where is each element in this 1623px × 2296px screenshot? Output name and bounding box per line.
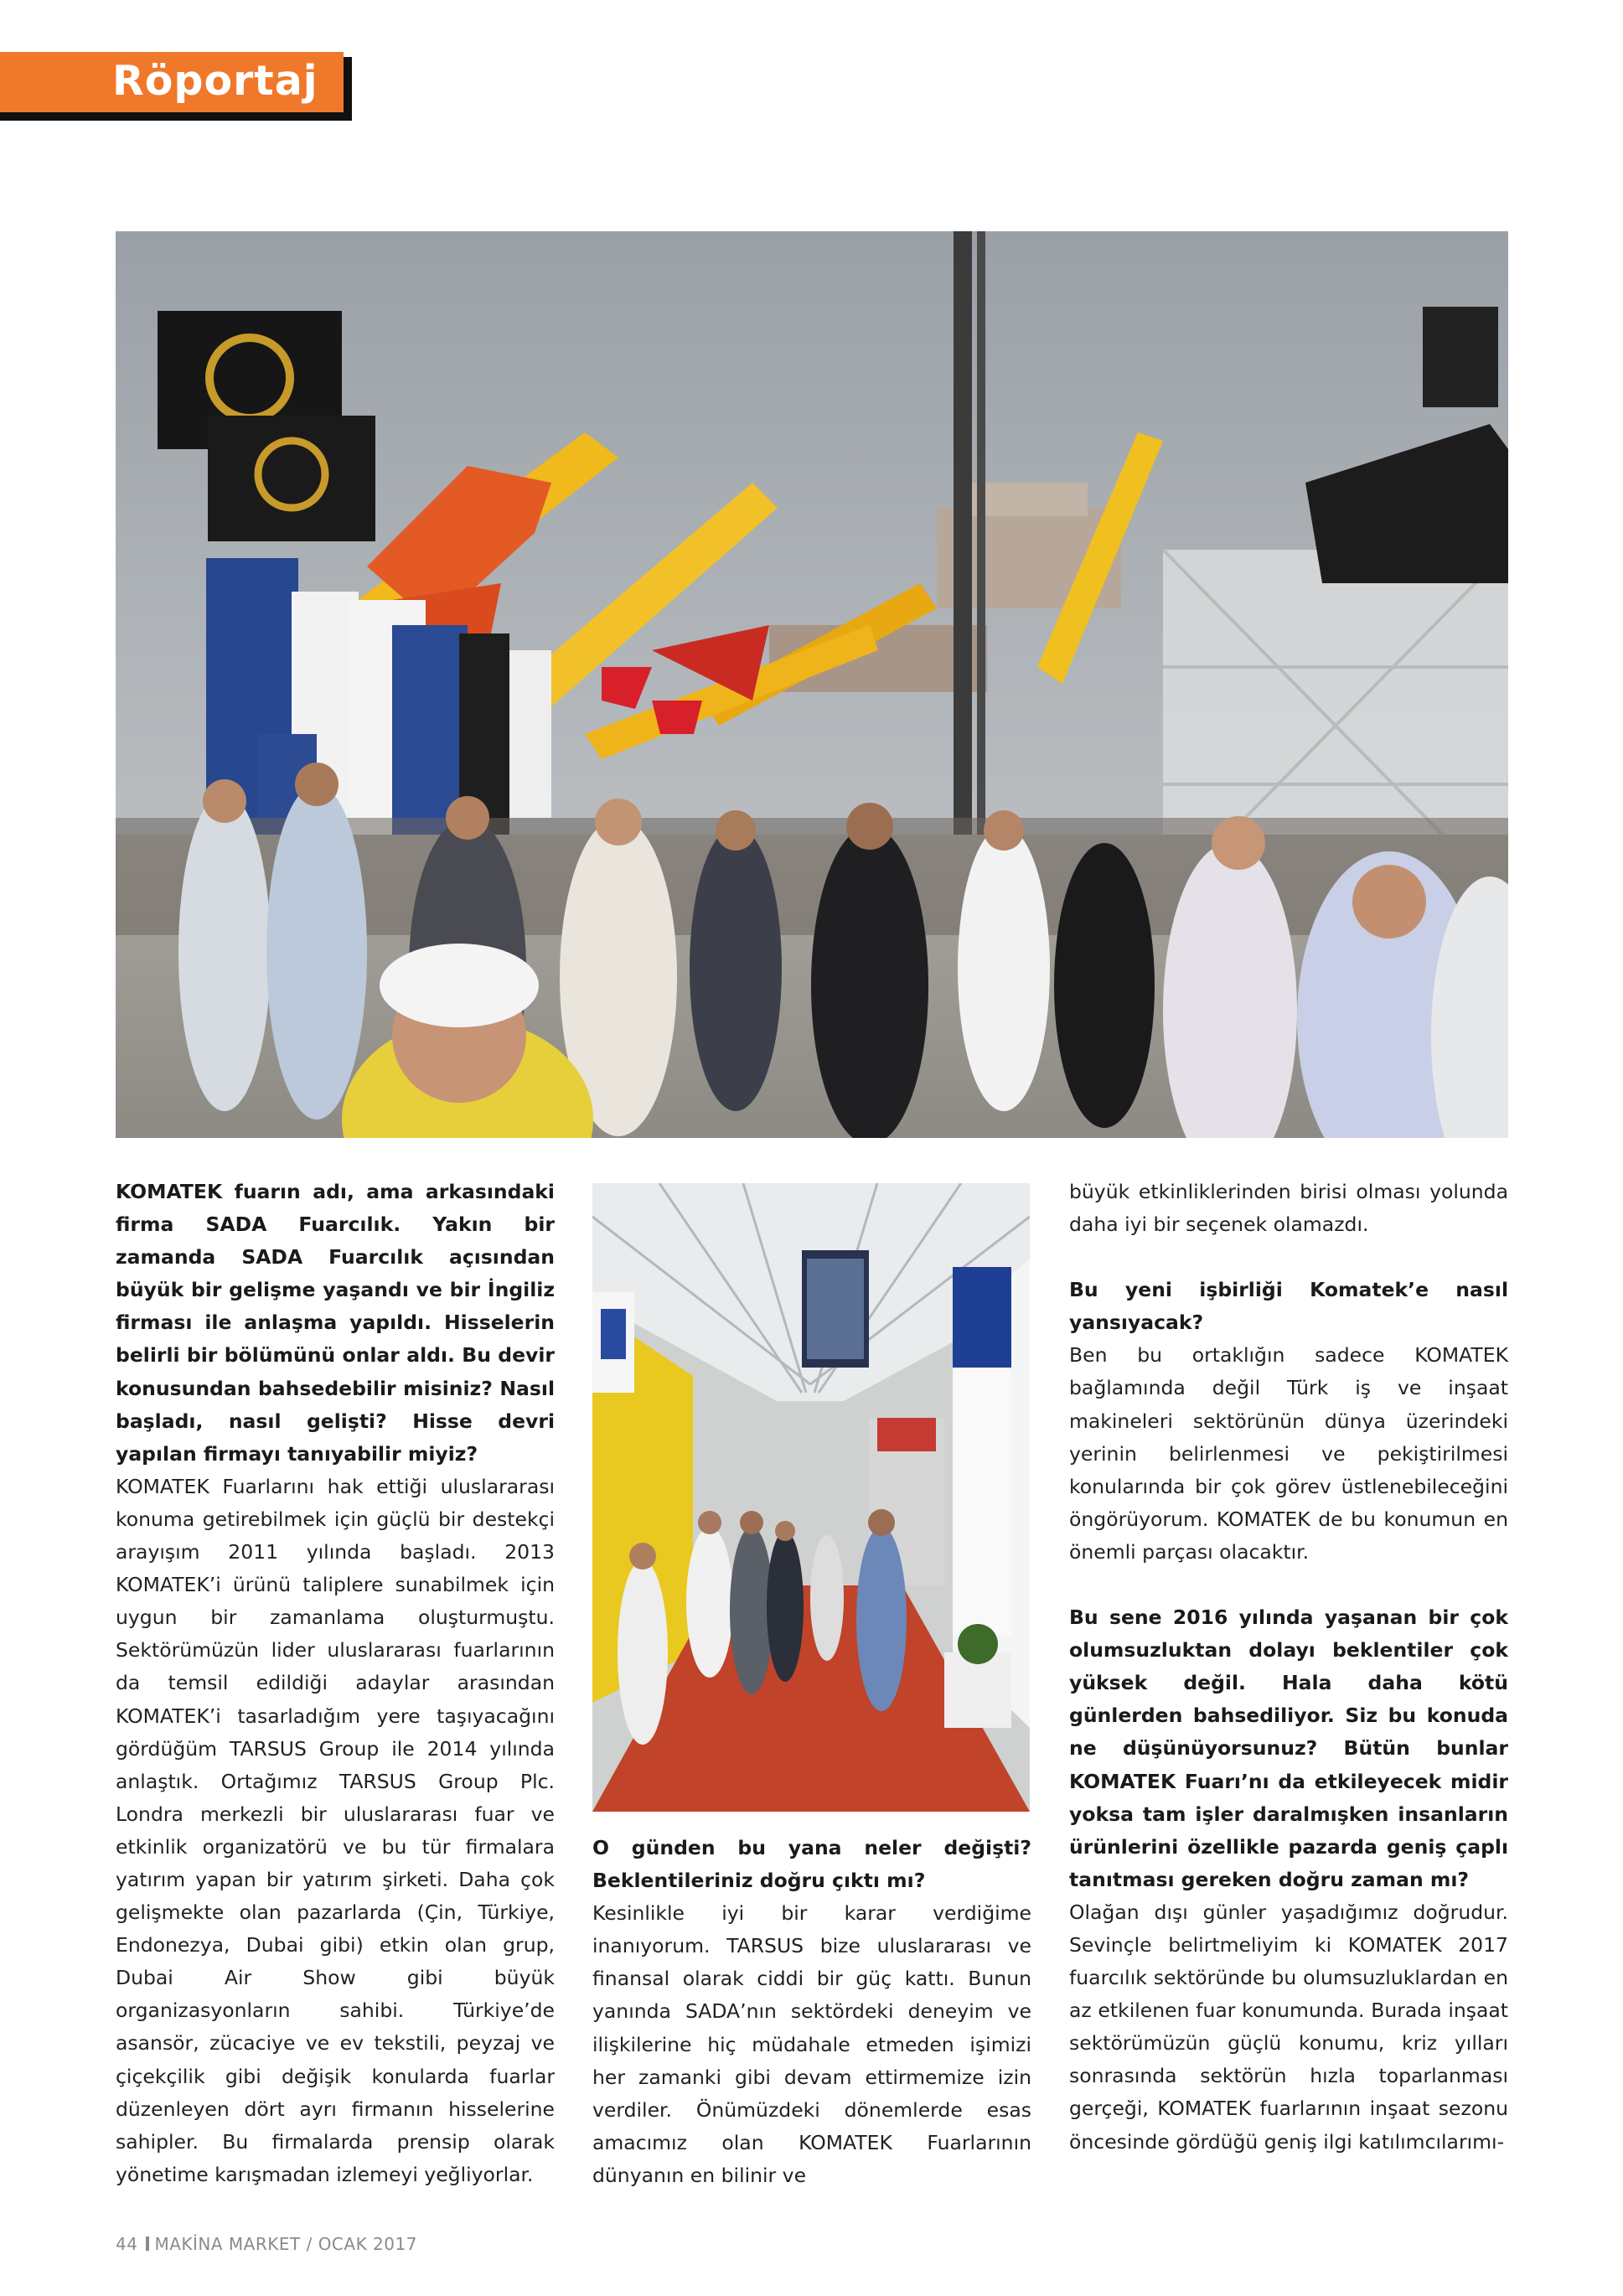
page-footer: [116, 2234, 417, 2254]
interview-question: KOMATEK fuarın adı, ama arkasındaki firma SADA Fuarcılık. Yakın bir zamanda SADA Fuarcılık açısından büyük bir gelişme yaşandı ve bir İngiliz firması ile anlaşma yapıldı. Hisselerin belirli bir bölümünü onlar aldı. Bu devir konusundan bahsedebilir misiniz? Nasıl başladı, nasıl gelişti? Hisse devri yapılan firmayı tanıyabilir miyiz?: [116, 1180, 555, 1466]
footer-separator: /: [306, 2234, 313, 2254]
hero-photo: [116, 231, 1508, 1138]
interview-answer: Ben bu ortaklığın sadece KOMATEK bağlamında değil Türk iş ve inşaat makineleri sektörünün dünya üzerindeki yerinin belirlenmesi ve pekiştirilmesi konularında bir çok görev üstlenebileceğini öngörüyorum. KOMATEK de bu konumun en önemli parçası olacaktır.: [1069, 1343, 1508, 1564]
answer-continuation: büyük etkinliklerinden birisi olması yolunda daha iyi bir seçenek olamazdı.: [1069, 1180, 1508, 1237]
page-number: 44: [116, 2234, 138, 2254]
publication-name: MAKİNA MARKET: [154, 2234, 301, 2254]
interview-answer: Olağan dışı günler yaşadığımız doğrudur. Sevinçle belirtmeliyim ki KOMATEK 2017 fuarcılık sektöründe bu olumsuzluklardan en az etkilenen fuar konumunda. Burada inşaat sektörümüzün güçlü konumu, kriz yılları sonrasında sektörün hızla toparlanması gerçeği, KOMATEK fuarlarının inşaat sezonu öncesinde gördüğü geniş ilgi katılımcılarımı-: [1069, 1900, 1508, 2154]
inset-photo: [592, 1183, 1030, 1812]
article-column-3: [1069, 1176, 1508, 2159]
interview-question: Bu yeni işbirliği Komatek’e nasıl yansıyacak?: [1069, 1278, 1508, 1335]
section-label: Röportaj: [112, 57, 318, 105]
issue-date: OCAK 2017: [318, 2234, 417, 2254]
interview-answer: Kesinlikle iyi bir karar verdiğime inanıyorum. TARSUS bize uluslararası ve finansal olarak ciddi bir güç kattı. Bunun yanında SADA’nın sektördeki deneyim ve ilişkilerine hiç müdahale etmeden işimizi her zamanki gibi devam ettirmemize izin verdiler. Önümüzdeki dönemlerde esas amacımız olan KOMATEK Fuarlarının dünyanın en bilinir ve: [592, 1901, 1031, 2187]
article-column-2: [592, 1832, 1031, 2192]
interview-question: O günden bu yana neler değişti? Beklentileriniz doğru çıktı mı?: [592, 1836, 1031, 1893]
interview-question: Bu sene 2016 yılında yaşanan bir çok olumsuzluktan dolayı beklentiler çok yüksek değil. Hala daha kötü günlerden bahsediliyor. Siz bu konuda ne düşünüyorsunuz? Bütün bunlar KOMATEK Fuarı’nı da etkileyecek midir yoksa tam işler daralmışken insanların ürünlerini özellikle pazarda geniş çaplı tanıtması gereken doğru zaman mı?: [1069, 1606, 1508, 1891]
article-column-1: [116, 1176, 555, 2191]
section-tab: [0, 52, 344, 112]
footer-divider-bar: [146, 2237, 149, 2251]
interview-answer: KOMATEK Fuarlarını hak ettiği uluslararası konuma getirebilmek için güçlü bir destekçi arayışım 2011 yılında başladı. 2013 KOMATEK’i ürünü taliplere sunabilmek için uygun bir zamanlama oluşturmuştu. Sektörümüzün lider uluslararası fuarlarının da temsil edildiği adaylar arasından KOMATEK’i tasarladığım yere taşıyacağını gördüğüm TARSUS Group ile 2014 yılında anlaştık. Ortağımız TARSUS Group Plc. Londra merkezli bir uluslararası fuar ve etkinlik organizatörü ve bu tür firmalara yatırım yapan bir yatırım şirketi. Daha çok gelişmekte olan pazarlarda (Çin, Türkiye, Endonezya, Dubai gibi) etkin olan grup, Dubai Air Show gibi büyük organizasyonların sahibi. Türkiye’de asansör, zücaciye ve ev tekstili, peyzaj ve çiçekçilik gibi değişik konularda fuarlar düzenleyen dört ayrı firmanın hisselerine sahipler. Bu firmalarda prensip olarak yönetime karışmadan izlemeyi yeğliyorlar.: [116, 1474, 555, 2186]
